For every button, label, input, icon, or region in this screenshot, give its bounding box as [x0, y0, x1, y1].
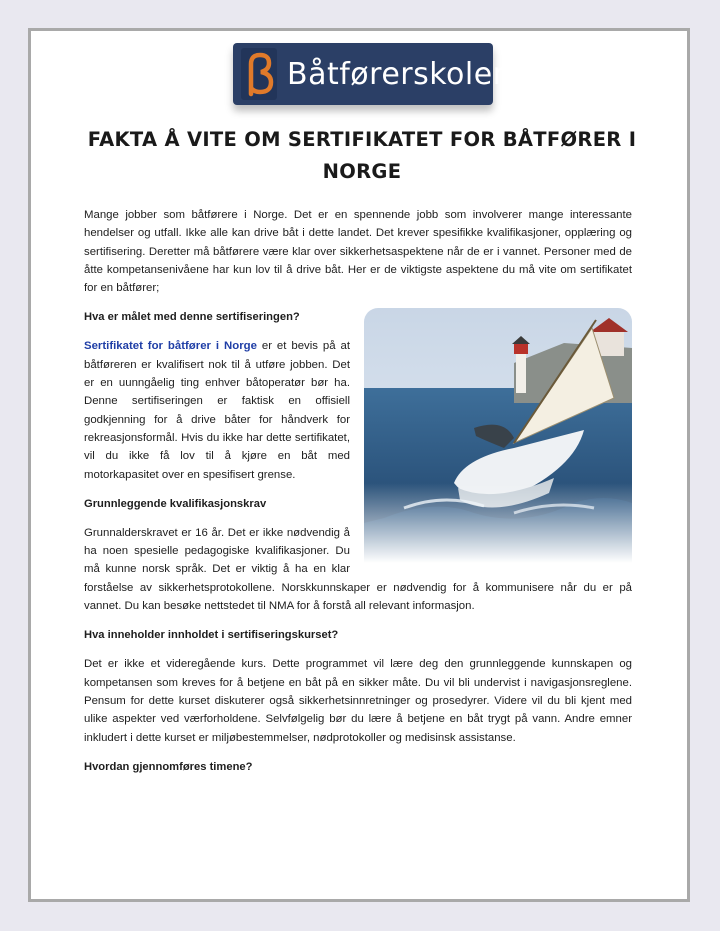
- logo-mark-icon: [241, 48, 277, 100]
- intro-paragraph: Mange jobber som båtførere i Norge. Det er en spennende jobb som involverer mange interessante hendelser og utfall. Ikke alle kan drive båt i dette landet. Det krever spesifikke kvalifikasjoner, opplæring og sertifisering. Deretter må båtførere være klar over sikkerhetsaspektene når de er i vannet. Personer med de åtte kompetansenivåene har kun lov til å drive båt. Her er de viktigste aspektene du må vite om sertifikatet for en båtfører;: [84, 209, 632, 295]
- sailboat-photo: [364, 308, 632, 563]
- brand-logo: [233, 43, 513, 105]
- page-title: FAKTA Å VITE OM SERTIFIKATET FOR BÅTFØRER I NORGE: [87, 128, 637, 183]
- heading-course-content: Hva inneholder innholdet i sertifiseringskurset?: [84, 629, 339, 642]
- requirements-paragraph: Grunnalderskravet er 16 år. Det er ikke nødvendig å ha noen spesielle pedagogiske kvalifikasjoner. Du må kunne norsk språk. Det er viktig å ha en klar forståelse av sikkerhetsprotokollene. Norskkunnskaper er nødvendig for å kommunisere når du er på vannet. Du kan besøke nettstedet til NMA for å forstå all relevant informasjon.: [84, 526, 632, 613]
- heading-goal: Hva er målet med denne sertifiseringen?: [84, 311, 300, 324]
- heading-requirements: Grunnleggende kvalifikasjonskrav: [84, 497, 267, 510]
- course-content-paragraph: Det er ikke et videregående kurs. Dette programmet vil lære deg den grunnleggende kunnskapen og kompetansen som kreves for å betjene en båt på en sikker måte. Du vil bli undervist i navigasjonsreglene. Pensum for dette kurset diskuterer også sikkerhetsinnretninger og prosedyrer. Videre vil du bli kjent med ulike aspekter ved værforholdene. Selvfølgelig bør du lære å betjene en båt trygt på vann. Andre emner inkludert i dette kurset er miljøbestemmelser, nødprotokoller og medisinsk assistanse.: [84, 658, 632, 744]
- certificate-link[interactable]: Sertifikatet for båtfører i Norge: [84, 340, 257, 353]
- article-body: [84, 206, 632, 776]
- document-page: [28, 28, 690, 902]
- heading-lessons: Hvordan gjennomføres timene?: [84, 760, 253, 773]
- goal-paragraph-text: er et bevis på at båtføreren er kvalifisert nok til å utføre jobben. Det er en uunngåelig ting enhver båtoperatør bør ha. Denne sertifiseringen er faktisk en offisiell godkjenning for å drive båter for håndverk for rekreasjonsformål. Hvis du ikke har dette sertifikatet, vil du ikke få lov til å kjøre en båt med motorkapasitet over en spesifisert grense.: [84, 340, 350, 481]
- logo-wordmark: Båtførerskolen: [287, 56, 513, 92]
